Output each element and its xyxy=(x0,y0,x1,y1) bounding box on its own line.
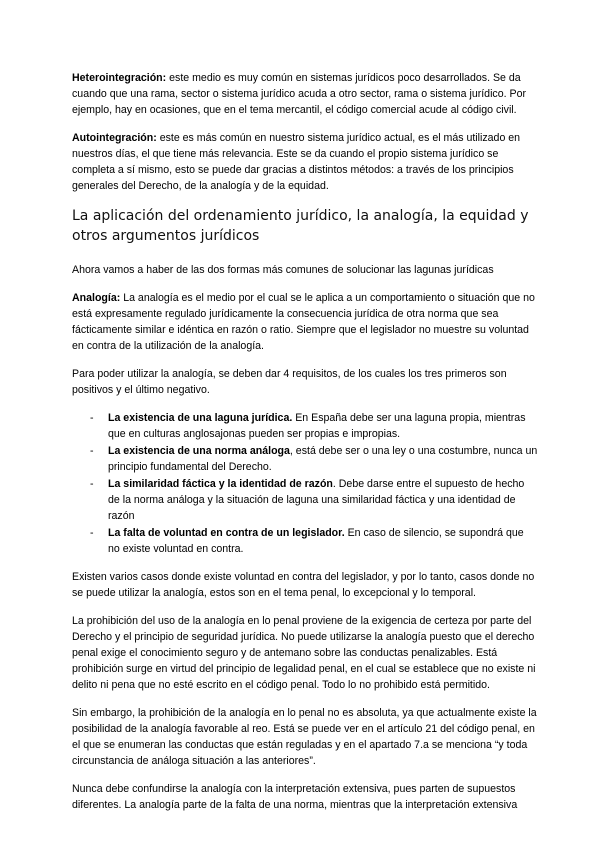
paragraph-nunca: Nunca debe confundirse la analogía con la interpretación extensiva, pues parten de supuestos diferentes. La analogía parte de la falta de una norma, mientras que la interpretación extensiva xyxy=(72,783,518,811)
paragraph-text: este medio es muy común en sistemas jurídicos poco desarrollados. Se da cuando que una rama, sector o sistema jurídico acuda a otro sector, rama o sistema jurídico. Por ejemplo, hay en ocasiones, que en el tema mercantil, el código comercial acude al código civil. xyxy=(72,72,526,116)
list-item xyxy=(72,410,538,442)
paragraph-heterointegracion xyxy=(72,70,538,118)
dash-bullet: - xyxy=(90,412,94,424)
dash-bullet: - xyxy=(90,478,94,490)
paragraph-prohibicion: La prohibición del uso de la analogía en lo penal proviene de la exigencia de certeza por parte del Derecho y el principio de seguridad jurídica. No puede utilizarse la analogía puesto que el derecho penal exige el conocimiento seguro y de antemano sobre las conductas penalizables. Está prohibición surge en virtud del principio de legalidad penal, en el cual se establece que no existe ni delito ni pena que no esté escrito en el código penal. Todo lo no prohibido está permitido. xyxy=(72,615,536,691)
list-item-text: En España debe ser una laguna propia, mientras que en culturas anglosajonas pueden ser propias e impropias. xyxy=(108,412,526,440)
list-item-text: , está debe ser o una ley o una costumbre, nunca un principio fundamental del Derecho. xyxy=(108,445,538,473)
list-item-term: La existencia de una laguna jurídica. xyxy=(108,412,293,424)
dash-bullet: - xyxy=(90,527,94,539)
paragraph-requisitos: Para poder utilizar la analogía, se deben dar 4 requisitos, de los cuales los tres primeros son positivos y el último negativo. xyxy=(72,368,507,396)
section-heading: La aplicación del ordenamiento jurídico, la analogía, la equidad y otros argumentos jurídicos xyxy=(72,208,529,244)
dash-bullet: - xyxy=(90,445,94,457)
list-item xyxy=(72,476,538,524)
paragraph-casos: Existen varios casos donde existe voluntad en contra del legislador, y por lo tanto, casos donde no se puede utilizar la analogía, estos son en el tema penal, lo excepcional y lo temporal. xyxy=(72,571,535,599)
list-item-text: En caso de silencio, se supondrá que no existe voluntad en contra. xyxy=(108,527,524,555)
term-analogia: Analogía: xyxy=(72,292,121,304)
paragraph-sin-embargo: Sin embargo, la prohibición de la analogía en lo penal no es absoluta, ya que actualmente existe la posibilidad de la analogía favorable al reo. Está se puede ver en el artículo 21 del código penal, en el que se enumeran las conductas que están reguladas y en el apartado 7.a se menciona “y toda circunstancia de análoga situación a las anteriores”. xyxy=(72,707,537,767)
paragraph-intro: Ahora vamos a haber de las dos formas más comunes de solucionar las lagunas jurídicas xyxy=(72,264,494,276)
list-item-term: La falta de voluntad en contra de un legislador. xyxy=(108,527,345,539)
paragraph-text: este es más común en nuestro sistema jurídico actual, es el más utilizado en nuestros días, el que tiene más relevancia. Este se da cuando el propio sistema jurídico se completa a sí mismo, esto se puede dar gracias a distintos métodos: a través de los principios generales del Derecho, de la analogía y de la equidad. xyxy=(72,132,521,192)
paragraph-analogia xyxy=(72,290,538,354)
list-item xyxy=(72,443,538,475)
paragraph-autointegracion xyxy=(72,130,538,194)
list-item-term: La similaridad fáctica y la identidad de razón xyxy=(108,478,333,490)
term-autointegracion: Autointegración: xyxy=(72,132,157,144)
term-heterointegracion: Heterointegración: xyxy=(72,72,167,84)
list-item-term: La existencia de una norma análoga xyxy=(108,445,290,457)
list-item-text: . Debe darse entre el supuesto de hecho de la norma análoga y la situación de laguna una similaridad fáctica y una identidad de razón xyxy=(108,478,525,522)
document-body xyxy=(72,70,538,825)
requisitos-list xyxy=(72,410,538,557)
list-item xyxy=(72,525,538,557)
paragraph-text: La analogía es el medio por el cual se le aplica a un comportamiento o situación que no está expresamente regulado jurídicamente la consecuencia jurídica de otra norma que sea fácticamente similar e idéntica en razón o ratio. Siempre que el legislador no muestre su voluntad en contra de la utilización de la analogía. xyxy=(72,292,535,352)
